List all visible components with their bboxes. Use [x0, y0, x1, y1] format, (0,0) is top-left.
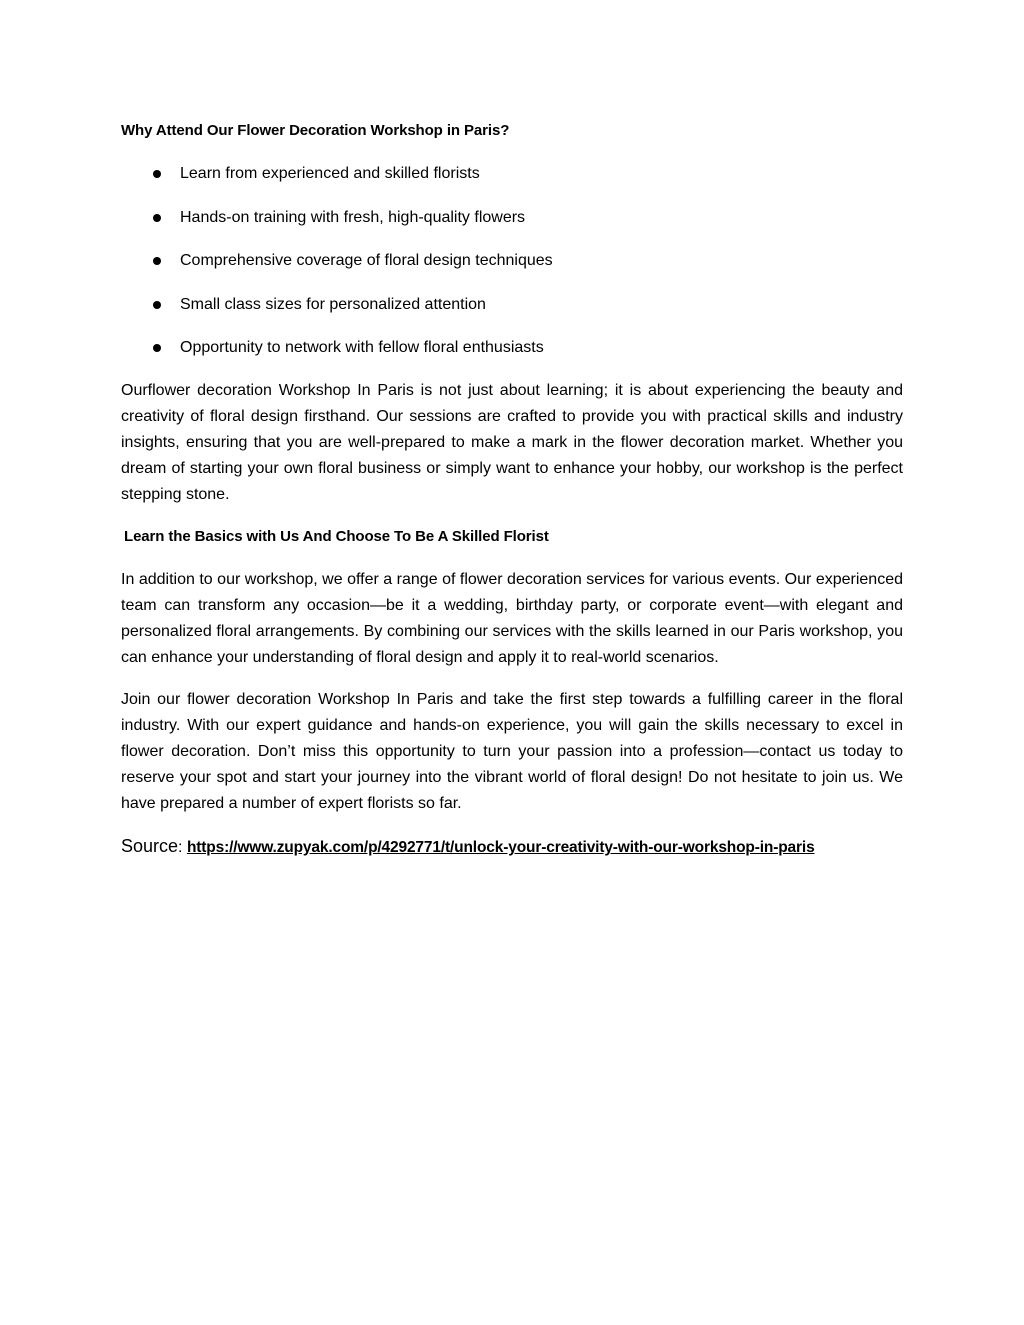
source-separator: :	[178, 839, 187, 856]
source-line	[121, 833, 903, 861]
section-heading-why-attend: Why Attend Our Flower Decoration Workshop in Paris?	[121, 122, 510, 139]
paragraph-services: In addition to our workshop, we offer a range of flower decoration services for various events. Our experienced team can transform any occasion—be it a wedding, birthday party, or corporate event—with elegant and personalized floral arrangements. By combining our services with the skills learned in our Paris workshop, you can enhance your understanding of floral design and apply it to real-world scenarios.	[121, 571, 903, 666]
bullet-icon	[153, 257, 161, 265]
bullet-icon	[153, 214, 161, 222]
paragraph-join: Join our flower decoration Workshop In Paris and take the first step towards a fulfilling career in the floral industry. With our expert guidance and hands-on experience, you will gain the skills necessary to excel in flower decoration. Don’t miss this opportunity to turn your passion into a profession—contact us today to reserve your spot and start your journey into the vibrant world of floral design! Do not hesitate to join us. We have prepared a number of expert florists so far.	[121, 691, 903, 812]
list-item-text: Small class sizes for personalized attention	[180, 295, 486, 313]
bullet-icon	[153, 170, 161, 178]
list-item	[121, 248, 903, 274]
bullet-icon	[153, 344, 161, 352]
list-item-text: Learn from experienced and skilled florists	[180, 165, 480, 182]
list-item-text: Comprehensive coverage of floral design techniques	[180, 252, 553, 269]
benefits-list	[121, 161, 903, 361]
list-item	[121, 335, 903, 361]
source-label: Source	[121, 836, 179, 856]
list-item	[121, 161, 903, 187]
document-page	[121, 118, 903, 861]
list-item-text: Hands-on training with fresh, high-quality flowers	[180, 208, 526, 226]
section-heading-learn-basics: Learn the Basics with Us And Choose To Be A Skilled Florist	[124, 528, 549, 545]
list-item	[121, 292, 903, 318]
list-item	[121, 205, 903, 231]
list-item-text: Opportunity to network with fellow floral enthusiasts	[180, 339, 544, 356]
bullet-icon	[153, 301, 161, 309]
paragraph-intro: Ourflower decoration Workshop In Paris is not just about learning; it is about experiencing the beauty and creativity of floral design firsthand. Our sessions are crafted to provide you with practical skills and industry insights, ensuring that you are well-prepared to make a mark in the flower decoration market. Whether you dream of starting your own floral business or simply want to enhance your hobby, our workshop is the perfect stepping stone.	[121, 382, 903, 503]
source-link[interactable]: https://www.zupyak.com/p/4292771/t/unlock-your-creativity-with-our-workshop-in-paris	[186, 839, 815, 856]
